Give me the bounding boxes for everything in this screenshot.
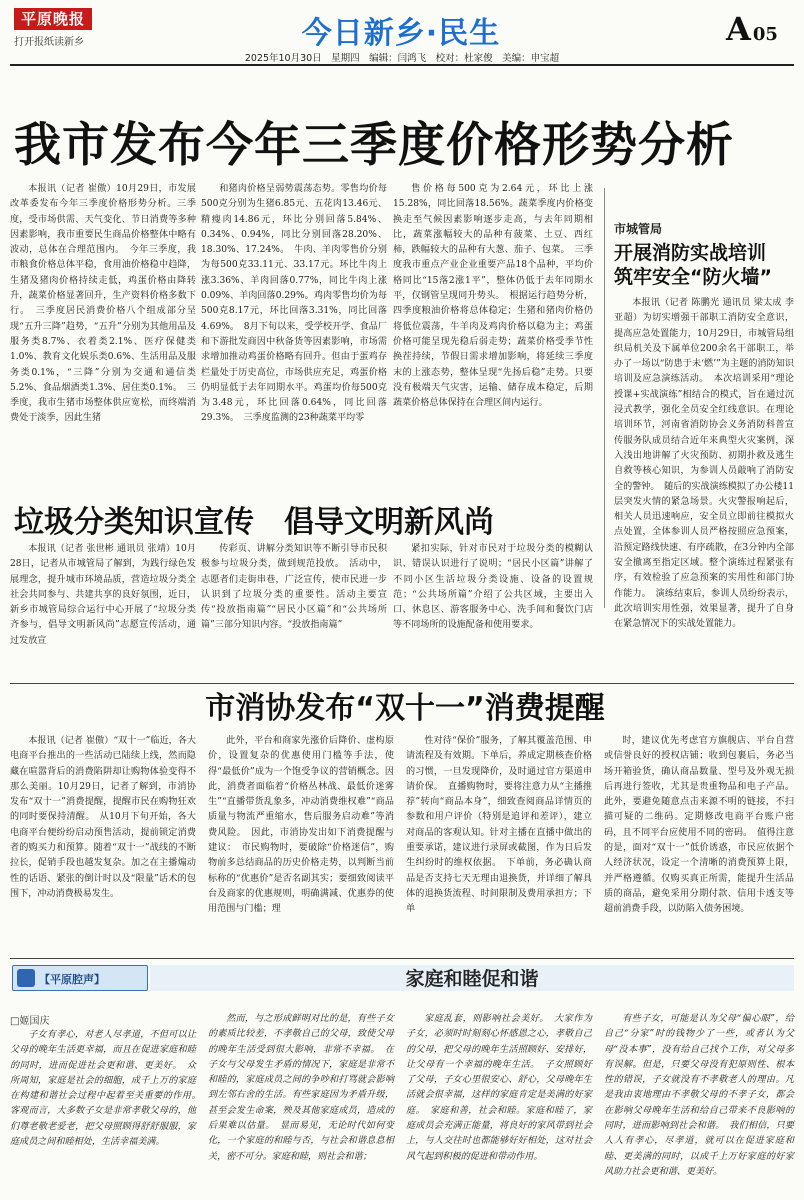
article2-col3: 紧扣实际，针对市民对于垃圾分类的模糊认识、错误认识进行了说明；“居民小区篇”讲解了不同小区生活垃圾分类设施、设备的设置规范；“公共场所篇”介绍了公共区域，主要出入口、休息区、游客服务中心、洗手间和餐饮门店等不同场所的设施配备和使用要求。	[393, 544, 593, 631]
article1-col2: 和猪肉价格呈弱势震荡态势。零售均价每500克分别为生猪6.85元、五花肉13.46元、精瘦肉14.86元，环比分别回落5.84%、0.34%、0.94%，同比分别回落28.20%、18.30%、17.24%。 牛肉、羊肉零售价分别为每500克33.11元、33.17元。环比牛肉上涨3.36%、羊肉回落0.77%，同比牛肉上涨0.09%、羊肉回落0.29%。鸡肉零售均价为每500克8.17元，环比回落3.31%，同比回落4.69%。 8月下旬以来，受学校开学、食品厂和下游批发商因中秋备货等因素影响，市场需求增加推动鸡蛋价格略有回升。但由于蛋鸡存栏量处于历史高位，市场供应充足，鸡蛋价格仍明显低于去年同期水平。鸡蛋均价每500克为3.48元，环比回落0.64%，同比回落29.3%。 三季度监测的23种蔬菜平均零	[201, 184, 387, 424]
side-headline-2: 筑牢安全“防火墙”	[614, 266, 772, 288]
column-divider	[604, 188, 605, 608]
article2-col1: 本报讯（记者 张世彬 通讯员 张靖）10月28日，记者从市城管局了解到，为践行绿色发展理念，提升城市环境品质，营造垃圾分类全社会共同参与、共建共享的良好氛围，近日，新乡市城管局综合运行中心开展了“垃圾分类齐参与，倡导文明新风尚”志愿宣传活动，通过发放宣	[10, 544, 196, 646]
article2-col2: 传彩页、讲解分类知识等不断引导市民积极参与垃圾分类，做到规范投放。 活动中，志愿者们走街串巷，广泛宣传，使市民进一步认识到了垃圾分类的重要性。活动主要宣传“投放指南篇”“居民小区篇”和“公共场所篇”三部分知识内容。“投放指南篇”	[201, 544, 387, 631]
column-tag-label: 【平原腔声】	[39, 973, 105, 986]
column-col1: 子女有孝心，对老人尽孝道，不但可以让父母的晚年生活更幸福，而且在促进家庭和睦的同时，进而促进社会更和谐、更美好。 众所周知，家庭是社会的细胞，成千上万的家庭在构建和谐社会过程中起着至关重要的作用。 客观而言，大多数子女是非常孝敬父母的，他们尊老敬老爱老，把父母照顾得舒舒服服，家庭成员之间和睦相处，生活幸福美满。	[10, 1030, 206, 1148]
article3-col2: 此外，平台和商家先涨价后降价、虚构原价，设置复杂的优惠使用门槛等手法，使得“最低价”成为一个饱受争议的营销概念。因此，消费者面临着“价格丛林战、最低价迷雾生”“直播带货乱象多，冲动消费维权难”“商品质量与物流严重缩水，售后服务启动难”等消费风险。 因此，市消协发出如下消费提醒与建议： 市民购物时，要破除“价格迷信”，购物前多总结商品的历史价格走势，以判断当前标称的“优惠价”是否名副其实；要细致阅读平台及商家的优惠规则，明确满减、优惠券的使用范围与门槛；理	[208, 736, 394, 915]
page-num: 05	[752, 24, 778, 45]
side-headline-1: 开展消防实战培训	[614, 242, 767, 264]
column-col3: 家庭乱套，则影响社会美好。 大家作为子女，必须时时刻刻心怀感恩之心，孝敬自己的父母，把父母的晚年生活照顾好、安排好，让父母有一个幸福的晚年生活。 子女照顾好了父母，子女心里很安心、舒心，父母晚年生活就会很幸福，这样的家庭肯定是美满的好家庭。 家庭和善，社会和睦。家庭和睦了，家庭成员会充满正能量，将良好的家风带到社会上，与人交往时也都能够好好相处，这对社会风气起到积极的促进和带动作用。	[406, 1014, 592, 1162]
side-kicker: 市城管局	[614, 222, 663, 236]
section-title: 今日新乡·民生	[301, 16, 501, 51]
article1-headline: 我市发布今年三季度价格形势分析	[14, 118, 734, 173]
column-author: □姬国庆	[10, 1016, 50, 1027]
dateline: 2025年10月30日 星期四 编辑：闫鸿飞 校对：杜家俊 美编：申宝超	[244, 53, 560, 64]
newspaper-logo: 平原晚报	[14, 8, 92, 30]
masthead-rule	[10, 64, 794, 66]
article3-col1: 本报讯（记者 崔傲）“双十一”临近，各大电商平台推出的一些活动已陆续上线，然而隐藏在喧嚣背后的消费陷阱却让购物体验变得不那么美丽。10月29日，记者了解到，市消协发布“双十一”消费提醒，提醒市民在购物狂欢的同时要保持清醒。 从10月下旬开始，各大电商平台便纷纷启动预售活动，提前锁定消费者的购买力和预算。随着“双十一”战线的不断拉长，促销手段也越发复杂。加之在主播煽动性的话语、紧张的倒计时以及“限量”话术的包围下，冲动消费极易发生。	[10, 736, 196, 899]
column-headline: 家庭和睦促和谐	[405, 968, 539, 990]
side-body: 本报讯（记者 陈鹏光 通讯员 梁太成 李亚超）为切实增强干部职工消防安全意识，提高应急处置能力，10月29日，市城管局组织局机关及下属单位200余名干部职工，举办了一场以“防患于未‘燃’”为主题的消防知识培训及应急演练活动。 本次培训采用“理论授课+实战演练”相结合的模式，旨在通过沉浸式教学，强化全员安全红线意识。在理论培训环节，河南省消防协会义务消防科普宣传服务队成员结合近年来典型火灾案例，深入浅出地讲解了火灾预防、初期扑救及逃生自救等核心知识，为参训人员敲响了消防安全的警钟。 随后的实战演练模拟了办公楼11层突发火情的紧急场景。火灾警报响起后，相关人员迅速响应，安全员立即前往模拟火点处置，全体参训人员严格按照应急预案，沿预定路线快速、有序疏散，在3分钟内全部安全撤离至指定区域。整个演练过程紧张有序，有效检验了应急预案的实用性和部门协作能力。 演练结束后，参训人员纷纷表示，此次培训实用性强，效果显著，提升了自身在紧急情况下的实战处置能力。	[614, 298, 794, 630]
article2-headline: 垃圾分类知识宣传 倡导文明新风尚	[14, 505, 494, 540]
column-tag-icon	[17, 969, 35, 987]
section-rule-2	[10, 958, 794, 959]
column-col2: 然而，与之形成鲜明对比的是，有些子女的素质比较差，不孝敬自己的父母，致使父母的晚年生活受到很大影响，非常不幸福。 在子女与父母发生矛盾的情况下，家庭是非常不和睦的，家庭成员之间的争吵和打骂就会影响到左邻右舍的生活。有些家庭因为矛盾升级，甚至会发生命案，殃及其他家庭成员，造成的后果难以估量。 显而易见，无论时代如何变化，一个家庭的和睦与否，与社会和谐息息相关，密不可分。家庭和睦，则社会和谐；	[208, 1014, 394, 1162]
column-tag	[12, 965, 148, 991]
page-number	[726, 10, 778, 48]
article1-col1: 本报讯（记者 崔傲）10月29日，市发展改革委发布今年三季度价格形势分析。三季度，受市场供需、天气变化、节日消费等多种因素影响，我市重要民生商品价格整体中略有波动，总体在合理范围内。 今年三季度，我市粮食价格总体平稳，食用油价格稳中趋降，生猪及猪肉价格持续走低，鸡蛋价格由降转升，蔬菜价格显著回升，生产资料价格多数下行。 三季度居民消费价格八个组成部分呈现“五升三降”趋势，“五升”分别为其他用品及服务类8.7%、衣着类2.1%、医疗保健类1.0%、教育文化娱乐类0.6%、生活用品及服务类0.1%，“三降”分别为交通和通信类5.2%、食品烟酒类1.3%、居住类0.1%。 三季度，我市生猪市场整体供应宽松，而终端消费处于淡季，因此生猪	[10, 184, 196, 424]
article3-headline: 市消协发布“双十一”消费提醒	[205, 691, 605, 726]
page-letter: A	[726, 10, 751, 48]
column-col4: 有些子女，可能是认为父母“偏心眼”，给自己“分家”时的钱物少了一些，或者认为父母“没本事”，没有给自己找个工作，对父母多有误解。但是，只要父母没有犯原则性、根本性的错误，子女就没有不孝敬老人的理由。凡是我由衷地理由不孝敬父母的不孝子女，都会在影响父母晚年生活和给自己带来不良影响的同时，进而影响到社会和谐。 我们相信，只要人人有孝心，尽孝道，就可以在促进家庭和睦、更美满的同时，以成千上万好家庭的好家风助力社会更和谐、更美好。	[604, 1014, 794, 1177]
article3-col3: 性对待“保价”服务，了解其覆盖范围、申请流程及有效期。下单后，养成定期核查价格的习惯，一旦发现降价，及时通过官方渠道申请价保。 直播购物时，要将注意力从“主播推荐”转向“商品本身”，细致查阅商品详情页的参数和用户评价（特别是追评和差评），建立对商品的客观认知。针对主播在直播中做出的重要承诺，建议进行录屏或截图，作为日后发生纠纷时的维权依据。 下单前，务必确认商品是否支持七天无理由退换货，并详细了解具体的退换货流程、时间限制及费用承担方；下单	[406, 736, 592, 915]
article1-col3: 售价格每500克为2.64元，环比上涨15.28%，同比回落18.56%。蔬菜季度内价格变换走至气候因素影响逐步走高，与去年同期相比，蔬菜涨幅较大的品种有菠菜、土豆、西红柿，跌幅较大的品种有大葱、茄子、包菜。 三季度我市重点产业企业重要产品18个品种，平均价格同比“15落2涨1平”，整体仍低于去年同期水平，仅钢管呈现同升势头。 根据运行趋势分析，四季度粮油价格将总体稳定；生猪和猪肉价格仍将低位震荡，牛羊肉及鸡肉价格以稳为主；鸡蛋价格可能呈现先稳后弱走势；蔬菜价格受季节性换茬持续，节假日需求增加影响，将延续三季度末的上涨态势，整体呈现“先扬后稳”走势。只要没有极端天气灾害，运输、储存成本稳定，后期蔬菜价格总体保持在合理区间内运行。	[393, 184, 593, 409]
masthead	[0, 0, 804, 64]
slogan: 打开报纸读新乡	[14, 37, 84, 48]
article3-col4: 时，建议优先考虑官方旗舰店、平台自营或信誉良好的授权店铺；收到包裹后，务必当场开箱验货，确认商品数量、型号及外观无损后再进行签收，尤其是贵重物品和电子产品。此外，要避免随意点击来源不明的链接，不扫描可疑的二维码。定期修改电商平台账户密码，且不同平台应使用不同的密码。 值得注意的是，面对“双十一”低价诱惑，市民应依据个人经济状况，设定一个清晰的消费预算上限，并严格遵循。仅购买真正所需，能提升生活品质的商品，避免采用分期付款、信用卡透支等超前消费手段，以防陷入债务困境。	[604, 736, 794, 915]
